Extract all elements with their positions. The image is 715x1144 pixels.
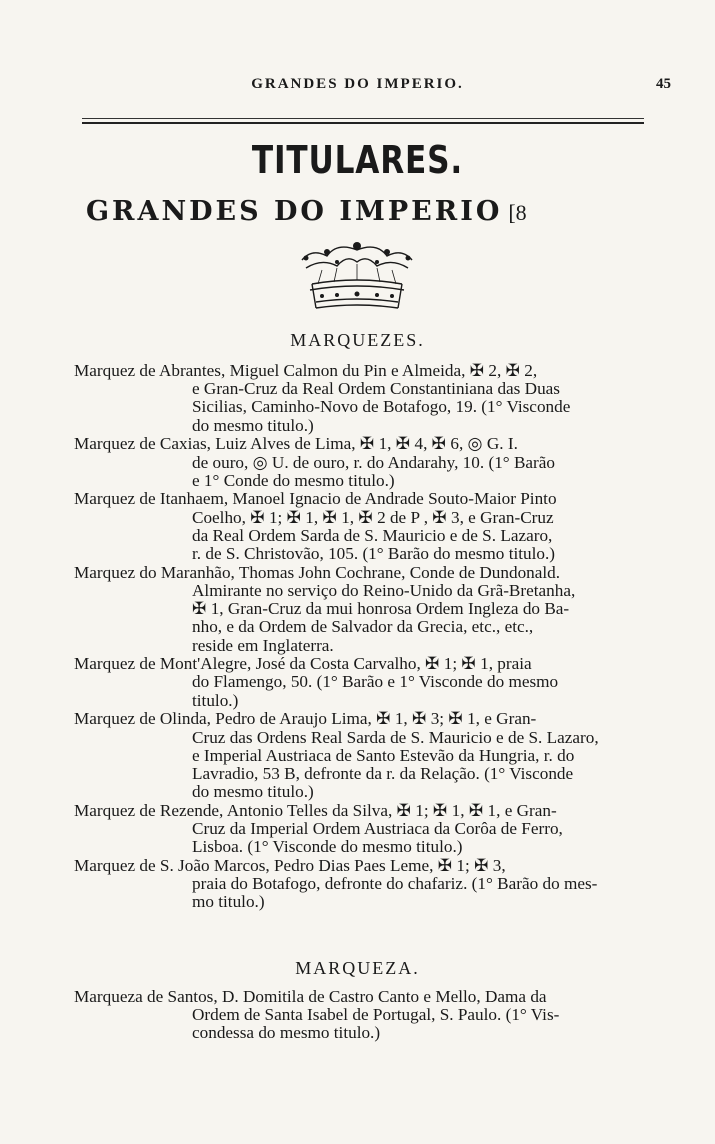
- entries-marqueza: [74, 988, 654, 1043]
- title-entry: [74, 857, 654, 912]
- crown-icon: [292, 240, 422, 316]
- entry-first-line: Marquez de Caxias, Luiz Alves de Lima, ✠ 1, ✠ 4, ✠ 6, ◎ G. I.: [74, 434, 518, 454]
- entry-continuation-line: condessa do mesmo titulo.): [192, 1023, 381, 1043]
- entry-continuation-line: e 1° Conde do mesmo titulo.): [192, 470, 395, 490]
- entry-continuation-line: ✠ 1, Gran-Cruz da mui honrosa Ordem Ingleza do Ba-: [192, 599, 570, 619]
- entry-continuation-line: Almirante no serviço do Reino-Unido da Grã-Bretanha,: [192, 580, 576, 600]
- header-rule-thick: [82, 122, 644, 124]
- entry-continuation-line: do mesmo titulo.): [192, 782, 314, 802]
- section-subtitle: [86, 196, 646, 232]
- entry-continuation-line: de ouro, ◎ U. de ouro, r. do Andarahy, 10. (1° Barão: [192, 452, 555, 472]
- entry-first-line: Marquez de Abrantes, Miguel Calmon du Pin e Almeida, ✠ 2, ✠ 2,: [74, 361, 538, 380]
- title-entry: [74, 655, 654, 710]
- entry-continuation-line: reside em Inglaterra.: [192, 635, 334, 655]
- entry-continuation-line: do mesmo titulo.): [192, 415, 314, 435]
- entry-first-line: Marquez de Mont'Alegre, José da Costa Carvalho, ✠ 1; ✠ 1, praia: [74, 654, 532, 674]
- section-heading-marqueza: MARQUEZA.: [295, 958, 420, 978]
- page-number: 45: [656, 76, 671, 92]
- entry-continuation-line: r. de S. Christovão, 105. (1° Barão do mesmo titulo.): [192, 544, 556, 564]
- entry-continuation-line: Lavradio, 53 B, defronte da r. da Relação. (1° Visconde: [192, 763, 574, 783]
- entry-continuation-line: e Gran-Cruz da Real Ordem Constantiniana das Duas: [192, 379, 560, 399]
- title-entry: [74, 564, 654, 655]
- entry-continuation-line: Lisboa. (1° Visconde do mesmo titulo.): [192, 837, 463, 857]
- subtitle-tail: [8: [508, 200, 527, 225]
- entry-continuation-line: Cruz das Ordens Real Sarda de S. Mauricio e de S. Lazaro,: [192, 727, 599, 747]
- running-title: GRANDES DO IMPERIO.: [251, 76, 464, 92]
- entry-continuation-line: Coelho, ✠ 1; ✠ 1, ✠ 1, ✠ 2 de P , ✠ 3, e Gran-Cruz: [192, 507, 554, 527]
- title-entry: [74, 710, 654, 801]
- entry-first-line: Marquez de Olinda, Pedro de Araujo Lima, ✠ 1, ✠ 3; ✠ 1, e Gran-: [74, 709, 537, 729]
- title-entry: [74, 802, 654, 857]
- entry-first-line: Marquez de Itanhaem, Manoel Ignacio de Andrade Souto-Maior Pinto: [74, 489, 557, 509]
- entry-first-line: Marquez do Maranhão, Thomas John Cochrane, Conde de Dundonald.: [74, 562, 561, 582]
- title-entry: [74, 988, 654, 1043]
- header-rule: [82, 118, 644, 119]
- entry-first-line: Marquez de S. João Marcos, Pedro Dias Paes Leme, ✠ 1; ✠ 3,: [74, 855, 506, 875]
- section-heading-marquezes: MARQUEZES.: [290, 330, 425, 350]
- running-header: [0, 76, 715, 98]
- title-entry: [74, 435, 654, 490]
- entry-first-line: Marqueza de Santos, D. Domitila de Castro Canto e Mello, Dama da: [74, 987, 547, 1006]
- title-entry: [74, 362, 654, 435]
- entry-continuation-line: Ordem de Santa Isabel de Portugal, S. Paulo. (1° Vis-: [192, 1005, 560, 1025]
- entry-continuation-line: da Real Ordem Sarda de S. Mauricio e de S. Lazaro,: [192, 525, 553, 545]
- page-title: TITULARES.: [251, 138, 464, 182]
- entry-continuation-line: titulo.): [192, 690, 239, 710]
- entry-continuation-line: Sicilias, Caminho-Novo de Botafogo, 19. (1° Visconde: [192, 397, 571, 417]
- entries-marquezes: [74, 362, 654, 912]
- entry-continuation-line: Cruz da Imperial Ordem Austriaca da Corôa de Ferro,: [192, 819, 563, 839]
- entry-first-line: Marquez de Rezende, Antonio Telles da Silva, ✠ 1; ✠ 1, ✠ 1, e Gran-: [74, 800, 557, 820]
- entry-continuation-line: do Flamengo, 50. (1° Barão e 1° Visconde do mesmo: [192, 672, 559, 692]
- entry-continuation-line: praia do Botafogo, defronte do chafariz. (1° Barão do mes-: [192, 874, 598, 894]
- subtitle-text: GRANDES DO IMPERIO: [86, 196, 503, 227]
- entry-continuation-line: mo titulo.): [192, 892, 265, 912]
- entry-continuation-line: e Imperial Austriaca de Santo Estevão da Hungria, r. do: [192, 745, 575, 765]
- entry-continuation-line: nho, e da Ordem de Salvador da Grecia, etc., etc.,: [192, 617, 534, 637]
- title-entry: [74, 490, 654, 563]
